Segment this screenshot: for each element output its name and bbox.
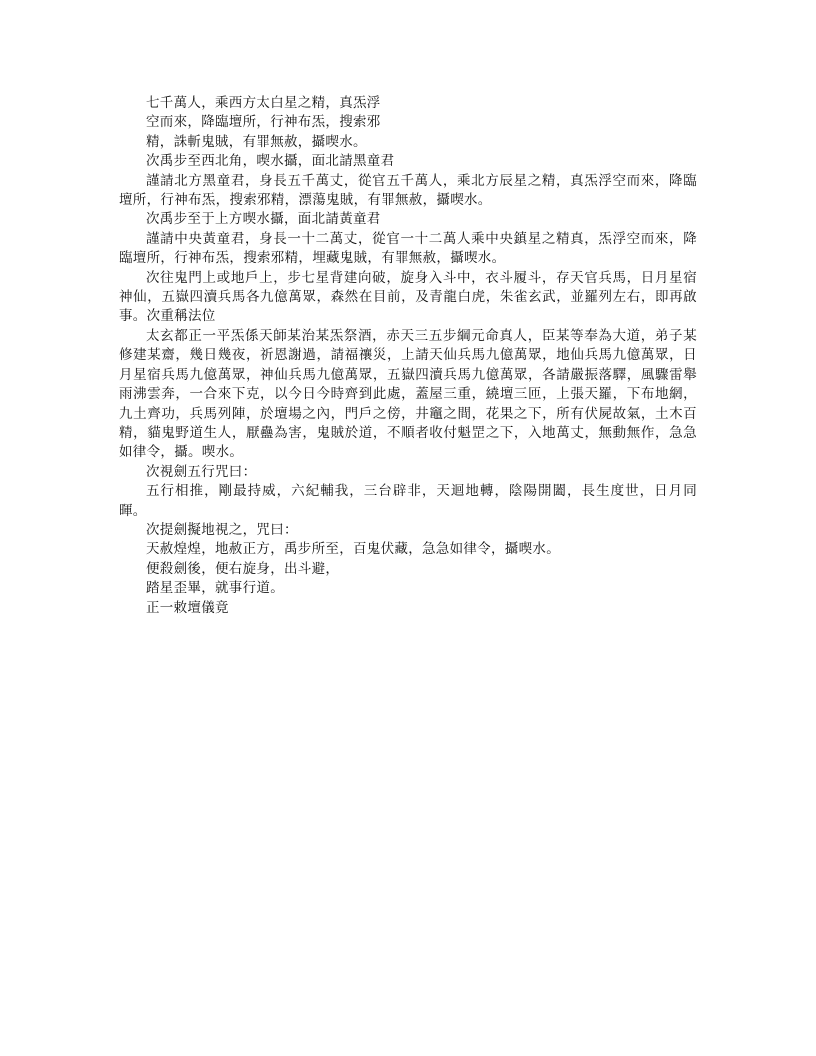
paragraph-taixuan: 太玄都正一平炁係天師某治某炁祭酒，赤天三五步綱元命真人，臣某等奉為大道，弟子某修建某齋，幾日幾夜，祈恩謝過，請福禳災，上請天仙兵馬九億萬眾，地仙兵馬九億萬眾，日月星宿兵馬九億萬眾，神仙兵馬九億萬眾，五嶽四瀆兵馬九億萬眾，各請嚴振落驛，風驟雷舉雨沸雲奔，一合來下克，以今日今時齊到此處，蓋屋三重，繞壇三匝，上張天羅，下布地網，九土齊功，兵馬列陣，於壇場之內，門戶之傍，井竈之間，花果之下，所有伏屍故氣，土木百精，貓鬼野道生人，厭蠱為害，鬼賊於道，不順者收付魁罡之下，入地萬丈，無動無作，急急如律令，攝。喫水。 xyxy=(119,327,697,461)
paragraph-yellow-child: 謹請中央黃童君，身長一十二萬丈，從官一十二萬人乘中央鎮星之精真，炁浮空而來，降臨壇所，行神布炁，搜索邪精，埋藏鬼賊，有罪無赦，攝喫水。 xyxy=(119,230,697,267)
heading-raise-sword: 次提劍擬地視之，咒曰： xyxy=(146,521,298,538)
paragraph-ghost-gate: 次往鬼門上或地戶上，步七星背建向破，旋身入斗中，衣斗履斗，存天官兵馬，日月星宿神仙，五嶽四瀆兵馬各九億萬眾，森然在目前，及青龍白虎，朱雀玄武，並羅列左右，即再啟事。次重稱法位 xyxy=(119,269,697,325)
paragraph-3: 精，誅斬鬼賊，有罪無赦，攝喫水。 xyxy=(146,133,367,150)
heading-sword-five-elements: 次視劍五行咒曰： xyxy=(146,463,257,480)
document-ending: 正一敕壇儀竟 xyxy=(146,599,229,616)
heading-northwest: 次禹步至西北角，喫水攝，面北請黑童君 xyxy=(146,153,395,170)
paragraph-after-sword: 便殺劍後，便右旋身，出斗避， xyxy=(146,560,340,577)
paragraph-2: 空而來，降臨壇所，行神布炁，搜索邪 xyxy=(146,114,381,131)
paragraph-five-elements-incantation: 五行相推，剛最持威，六紀輔我，三台辟非，天迴地轉，陰陽開闔，長生度世，日月同暉。 xyxy=(119,483,697,519)
document-body xyxy=(119,94,697,618)
paragraph-heaven-pardon: 天赦煌煌，地赦正方，禹步所至，百鬼伏藏，急急如律令，攝喫水。 xyxy=(146,541,560,558)
heading-upper-direction: 次禹步至于上方喫水攝，面北請黃童君 xyxy=(146,211,381,228)
paragraph-step-stars: 踏星歪畢，就事行道。 xyxy=(146,580,284,597)
paragraph-1: 七千萬人，乘西方太白星之精，真炁浮 xyxy=(146,95,381,111)
paragraph-black-child: 謹請北方黑童君，身長五千萬丈，從官五千萬人，乘北方辰星之精，真炁浮空而來，降臨壇所，行神布炁，搜索邪精，漂蕩鬼賊，有罪無赦，攝喫水。 xyxy=(119,172,697,209)
